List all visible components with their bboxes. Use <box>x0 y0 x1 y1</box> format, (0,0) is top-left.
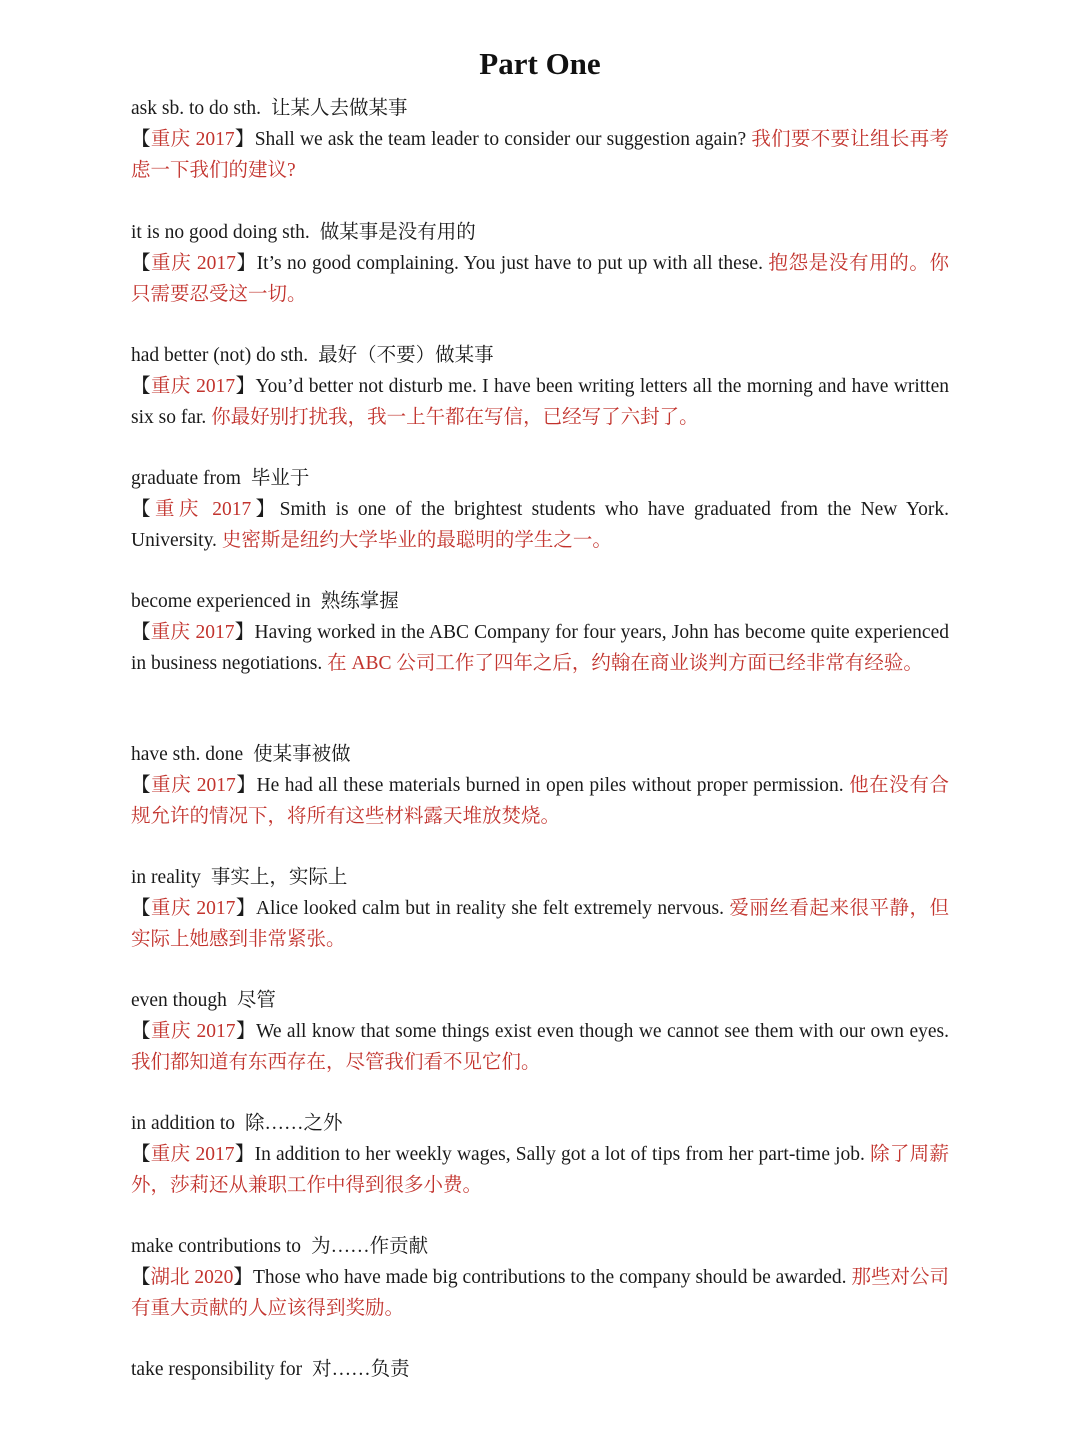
phrase-meaning: 毕业于 <box>250 468 310 489</box>
phrase-meaning: 让某人去做某事 <box>271 98 408 119</box>
example-translation: 他在没有合规允许的情况下，将所有这些材料露天堆放焚烧。 <box>131 775 949 827</box>
entry <box>131 739 949 832</box>
phrase-meaning: 做某事是没有用的 <box>319 222 476 243</box>
phrase-line <box>131 463 949 494</box>
phrase-line <box>131 985 949 1016</box>
phrase-meaning: 熟练掌握 <box>320 591 399 612</box>
phrase-line <box>131 1354 949 1385</box>
entry <box>131 340 949 433</box>
example-line: 【重庆 2017】Shall we ask the team leader to consider our suggestion again? 我们要不要让组长再考虑一下我们的建议? <box>131 129 949 181</box>
example-line: 【重庆 2017】We all know that some things exist even though we cannot see them with our own eyes. 我们都知道有东西存在，尽管我们看不见它们。 <box>131 1021 949 1073</box>
phrase-meaning: 尽管 <box>236 990 276 1011</box>
example-sentence: Shall we ask the team leader to consider our suggestion again? <box>254 129 747 150</box>
source-tag: 重庆 2017 <box>150 129 235 150</box>
source-tag: 重庆 2017 <box>150 376 236 397</box>
entry <box>131 985 949 1078</box>
phrase: in reality <box>131 867 201 888</box>
phrase-line <box>131 862 949 893</box>
source-tag: 重庆 2017 <box>150 1144 235 1165</box>
source-tag: 重庆 2017 <box>150 622 235 643</box>
example-sentence: We all know that some things exist even though we cannot see them with our own eyes. <box>256 1021 949 1042</box>
example-line: 【重庆 2017】You’d better not disturb me. I have been writing letters all the morning and have written six so far. 你最好别打扰我，我一上午都在写信，已经写了六封了。 <box>131 376 949 428</box>
entry <box>131 862 949 955</box>
phrase-meaning: 使某事被做 <box>253 744 351 765</box>
entry <box>131 463 949 556</box>
example-translation: 我们要不要让组长再考虑一下我们的建议? <box>131 129 949 181</box>
example-line: 【重庆 2017】He had all these materials burned in open piles without proper permission. 他在没有合规允许的情况下，将所有这些材料露天堆放焚烧。 <box>131 775 949 827</box>
source-tag: 重庆 2017 <box>151 1021 236 1042</box>
phrase-meaning: 事实上，实际上 <box>210 867 348 888</box>
phrase-line <box>131 739 949 770</box>
source-tag: 重庆 2017 <box>151 898 236 919</box>
example-sentence: Those who have made big contributions to the company should be awarded. <box>252 1267 847 1288</box>
phrase-meaning: 为……作贡献 <box>311 1236 429 1257</box>
entry <box>131 1231 949 1324</box>
phrase-meaning: 最好（不要）做某事 <box>318 345 494 366</box>
phrase: become experienced in <box>131 591 311 612</box>
entry <box>131 1354 949 1385</box>
example-line: 【重庆 2017】Smith is one of the brightest students who have graduated from the New York. University. 史密斯是纽约大学毕业的最聪明的学生之一。 <box>131 499 949 551</box>
phrase-line <box>131 1231 949 1262</box>
phrase-line <box>131 217 949 248</box>
phrase: graduate from <box>131 468 241 489</box>
source-tag: 重庆 2017 <box>154 499 252 520</box>
example-sentence: In addition to her weekly wages, Sally got a lot of tips from her part-time job. <box>254 1144 865 1165</box>
source-tag: 重庆 2017 <box>151 775 236 796</box>
phrase-line <box>131 93 949 124</box>
example-sentence: Having worked in the ABC Company for four years, John has become quite experienced in business negotiations. <box>131 622 949 674</box>
example-translation: 那些对公司有重大贡献的人应该得到奖励。 <box>131 1267 949 1319</box>
phrase-meaning: 除……之外 <box>245 1113 343 1134</box>
phrase-line <box>131 340 949 371</box>
entry <box>131 93 949 186</box>
phrase: it is no good doing sth. <box>131 222 310 243</box>
entry <box>131 586 949 679</box>
phrase: make contributions to <box>131 1236 302 1257</box>
example-sentence: Smith is one of the brightest students who have graduated from the New York. University. <box>131 499 949 551</box>
example-line: 【重庆 2017】Having worked in the ABC Company for four years, John has become quite experienced in business negotiations. 在 ABC 公司工作了四年之后，约翰在商业谈判方面已经非常有经验。 <box>131 622 949 674</box>
example-translation: 在 ABC 公司工作了四年之后，约翰在商业谈判方面已经非常有经验。 <box>327 653 923 674</box>
phrase: even though <box>131 990 227 1011</box>
phrase-line <box>131 586 949 617</box>
phrase-line <box>131 1108 949 1139</box>
example-sentence: Alice looked calm but in reality she felt extremely nervous. <box>255 898 725 919</box>
example-sentence: It’s no good complaining. You just have to put up with all these. <box>256 253 763 274</box>
example-line: 【重庆 2017】Alice looked calm but in reality she felt extremely nervous. 爱丽丝看起来很平静，但实际上她感到非常紧张。 <box>131 898 949 950</box>
source-tag: 湖北 2020 <box>150 1267 234 1288</box>
example-translation: 抱怨是没有用的。你只需要忍受这一切。 <box>131 253 949 305</box>
example-line: 【重庆 2017】In addition to her weekly wages, Sally got a lot of tips from her part-time job. 除了周薪外，莎莉还从兼职工作中得到很多小费。 <box>131 1144 949 1196</box>
example-line: 【湖北 2020】Those who have made big contributions to the company should be awarded. 那些对公司有重大贡献的人应该得到奖励。 <box>131 1267 949 1319</box>
example-translation: 史密斯是纽约大学毕业的最聪明的学生之一。 <box>221 530 612 551</box>
example-translation: 我们都知道有东西存在，尽管我们看不见它们。 <box>131 1052 541 1073</box>
phrase: had better (not) do sth. <box>131 345 309 366</box>
example-translation: 除了周薪外，莎莉还从兼职工作中得到很多小费。 <box>131 1144 949 1196</box>
phrase: take responsibility for <box>131 1359 303 1380</box>
example-sentence: You’d better not disturb me. I have been writing letters all the morning and have written six so far. <box>131 376 949 428</box>
phrase-meaning: 对……负责 <box>312 1359 410 1380</box>
phrase: ask sb. to do sth. <box>131 98 262 119</box>
example-translation: 你最好别打扰我，我一上午都在写信，已经写了六封了。 <box>211 407 699 428</box>
entry <box>131 1108 949 1201</box>
phrase: have sth. done <box>131 744 244 765</box>
example-sentence: He had all these materials burned in open piles without proper permission. <box>256 775 844 796</box>
entry <box>131 217 949 310</box>
page-title: Part One <box>479 46 601 81</box>
phrase: in addition to <box>131 1113 235 1134</box>
source-tag: 重庆 2017 <box>151 253 236 274</box>
example-line: 【重庆 2017】It’s no good complaining. You just have to put up with all these. 抱怨是没有用的。你只需要忍受这一切。 <box>131 253 949 305</box>
example-translation: 爱丽丝看起来很平静，但实际上她感到非常紧张。 <box>131 898 949 950</box>
